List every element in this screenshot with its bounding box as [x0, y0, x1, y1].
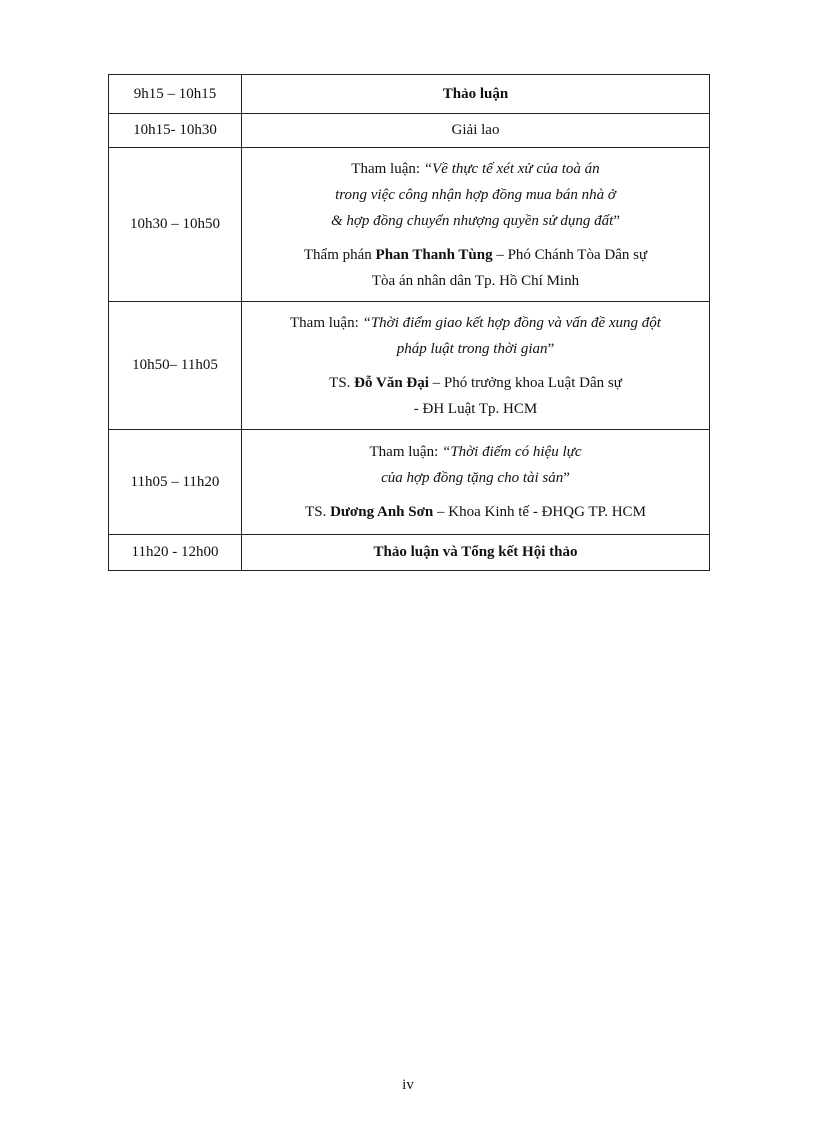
time-cell: 10h50– 11h05 [109, 302, 242, 430]
topic-text: pháp luật trong thời gian [396, 340, 548, 357]
topic-prefix: Tham luận: [351, 160, 424, 177]
close-quote: ” [563, 470, 570, 486]
speaker-role: – Phó Chánh Tòa Dân sự [492, 246, 648, 263]
speaker-name: Phan Thanh Tùng [375, 246, 493, 263]
speaker-line [248, 370, 703, 396]
session-title: Thảo luận và Tổng kết Hội thảo [373, 544, 578, 560]
speaker-name: Dương Anh Sơn [330, 504, 434, 520]
session-title: Giải lao [451, 122, 500, 138]
session-cell [242, 535, 710, 571]
topic-text: trong việc công nhận hợp đồng mua bán nhà ở [335, 186, 616, 203]
session-cell [242, 148, 710, 302]
time-cell: 9h15 – 10h15 [109, 75, 242, 114]
session-title: Thảo luận [442, 85, 509, 102]
speaker-role: – Phó trưởng khoa Luật Dân sự [428, 374, 622, 391]
page-number: iv [402, 1077, 414, 1093]
topic-text: & hợp đồng chuyển nhượng quyền sử dụng đất [330, 212, 614, 229]
speaker-role: – Khoa Kinh tế - ĐHQG TP. HCM [433, 504, 646, 520]
topic-line [248, 439, 703, 465]
schedule-row [109, 302, 710, 430]
speaker-prefix: Thẩm phán [303, 246, 376, 263]
topic-line [248, 182, 703, 208]
topic-line [248, 156, 703, 182]
close-quote: ” [613, 212, 620, 229]
topic-prefix: Tham luận: [290, 314, 363, 331]
session-cell [242, 114, 710, 148]
speaker-line [248, 499, 703, 525]
speaker-prefix: TS. [305, 504, 331, 520]
schedule-table [108, 74, 710, 571]
session-cell [242, 75, 710, 114]
close-quote: ” [547, 340, 555, 357]
time-cell: 11h20 - 12h00 [109, 535, 242, 571]
topic-line [248, 310, 703, 336]
session-cell [242, 302, 710, 430]
topic-text: “Thời điểm có hiệu lực [441, 444, 582, 460]
schedule-row [109, 75, 710, 114]
schedule-row [109, 114, 710, 148]
topic-text: của hợp đồng tặng cho tài sản [381, 470, 564, 486]
speaker-org: - ĐH Luật Tp. HCM [413, 400, 538, 417]
schedule-row [109, 535, 710, 571]
speaker-prefix: TS. [329, 374, 355, 391]
session-cell [242, 430, 710, 535]
schedule-row [109, 148, 710, 302]
topic-line [248, 208, 703, 234]
topic-line [248, 465, 703, 491]
speaker-name: Đỗ Văn Đại [354, 374, 429, 391]
topic-prefix: Tham luận: [369, 444, 442, 460]
time-cell: 11h05 – 11h20 [109, 430, 242, 535]
time-cell: 10h30 – 10h50 [109, 148, 242, 302]
topic-line [248, 336, 703, 362]
time-cell: 10h15- 10h30 [109, 114, 242, 148]
schedule-row [109, 430, 710, 535]
topic-text: “Về thực tế xét xử của toà án [423, 160, 600, 177]
topic-text: “Thời điểm giao kết hợp đồng và vấn đề xung đột [362, 314, 661, 331]
speaker-line [248, 242, 703, 268]
speaker-org: Tòa án nhân dân Tp. Hồ Chí Minh [371, 272, 580, 289]
